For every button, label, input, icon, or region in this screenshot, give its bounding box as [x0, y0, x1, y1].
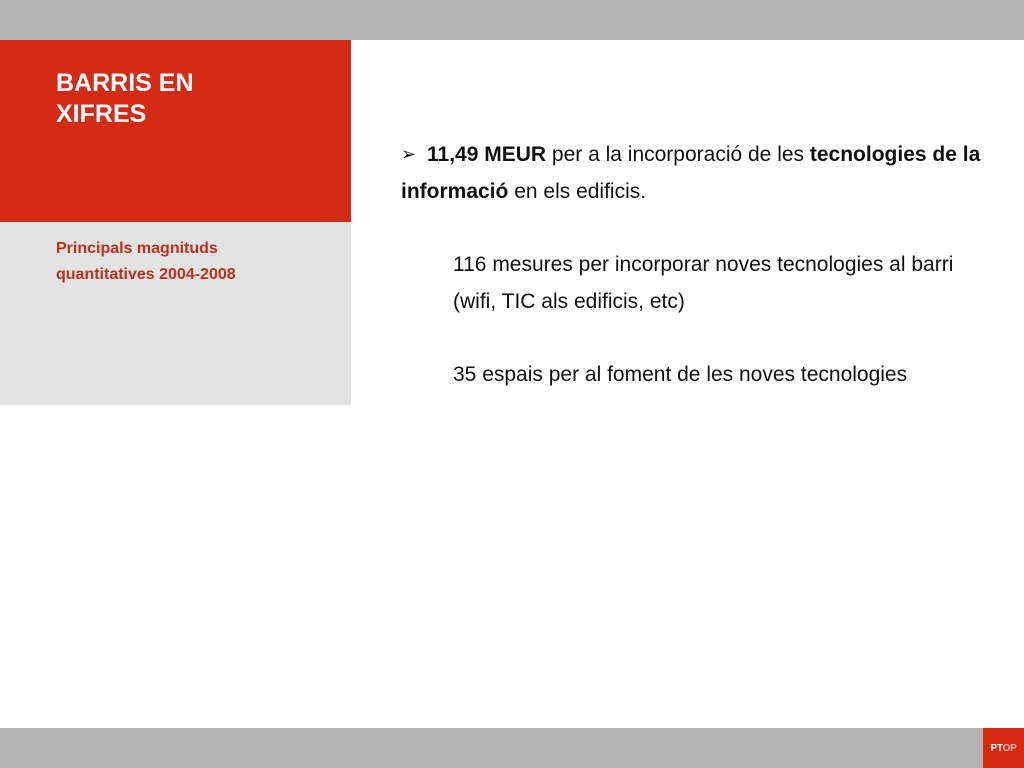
bullet-amount: 11,49 MEUR	[427, 143, 547, 166]
top-bar	[0, 0, 1024, 40]
title-panel	[0, 40, 351, 222]
logo-text-pt: PT	[990, 742, 1003, 754]
logo-text-op: OP	[1002, 742, 1017, 754]
main-bullet	[401, 136, 991, 210]
detail-item: 35 espais per al foment de les noves tecnologies	[453, 363, 908, 386]
bullet-text-1: per a la incorporació de les	[546, 143, 810, 166]
arrow-bullet-icon: ➢	[401, 144, 417, 164]
page-title: BARRIS EN XIFRES	[56, 69, 194, 128]
page-subtitle: Principals magnituds quantitatives 2004-2008	[56, 240, 236, 283]
bullet-emphasis: tecnologies de la informació	[401, 143, 981, 203]
slide-content	[401, 136, 991, 393]
subtitle-panel	[0, 222, 351, 405]
detail-item: 116 mesures per incorporar noves tecnologies al barri (wifi, TIC als edificis, etc)	[453, 253, 954, 313]
bullet-text-2: en els edificis.	[508, 180, 647, 203]
bottom-bar	[0, 728, 1024, 768]
ptop-logo	[983, 728, 1024, 768]
